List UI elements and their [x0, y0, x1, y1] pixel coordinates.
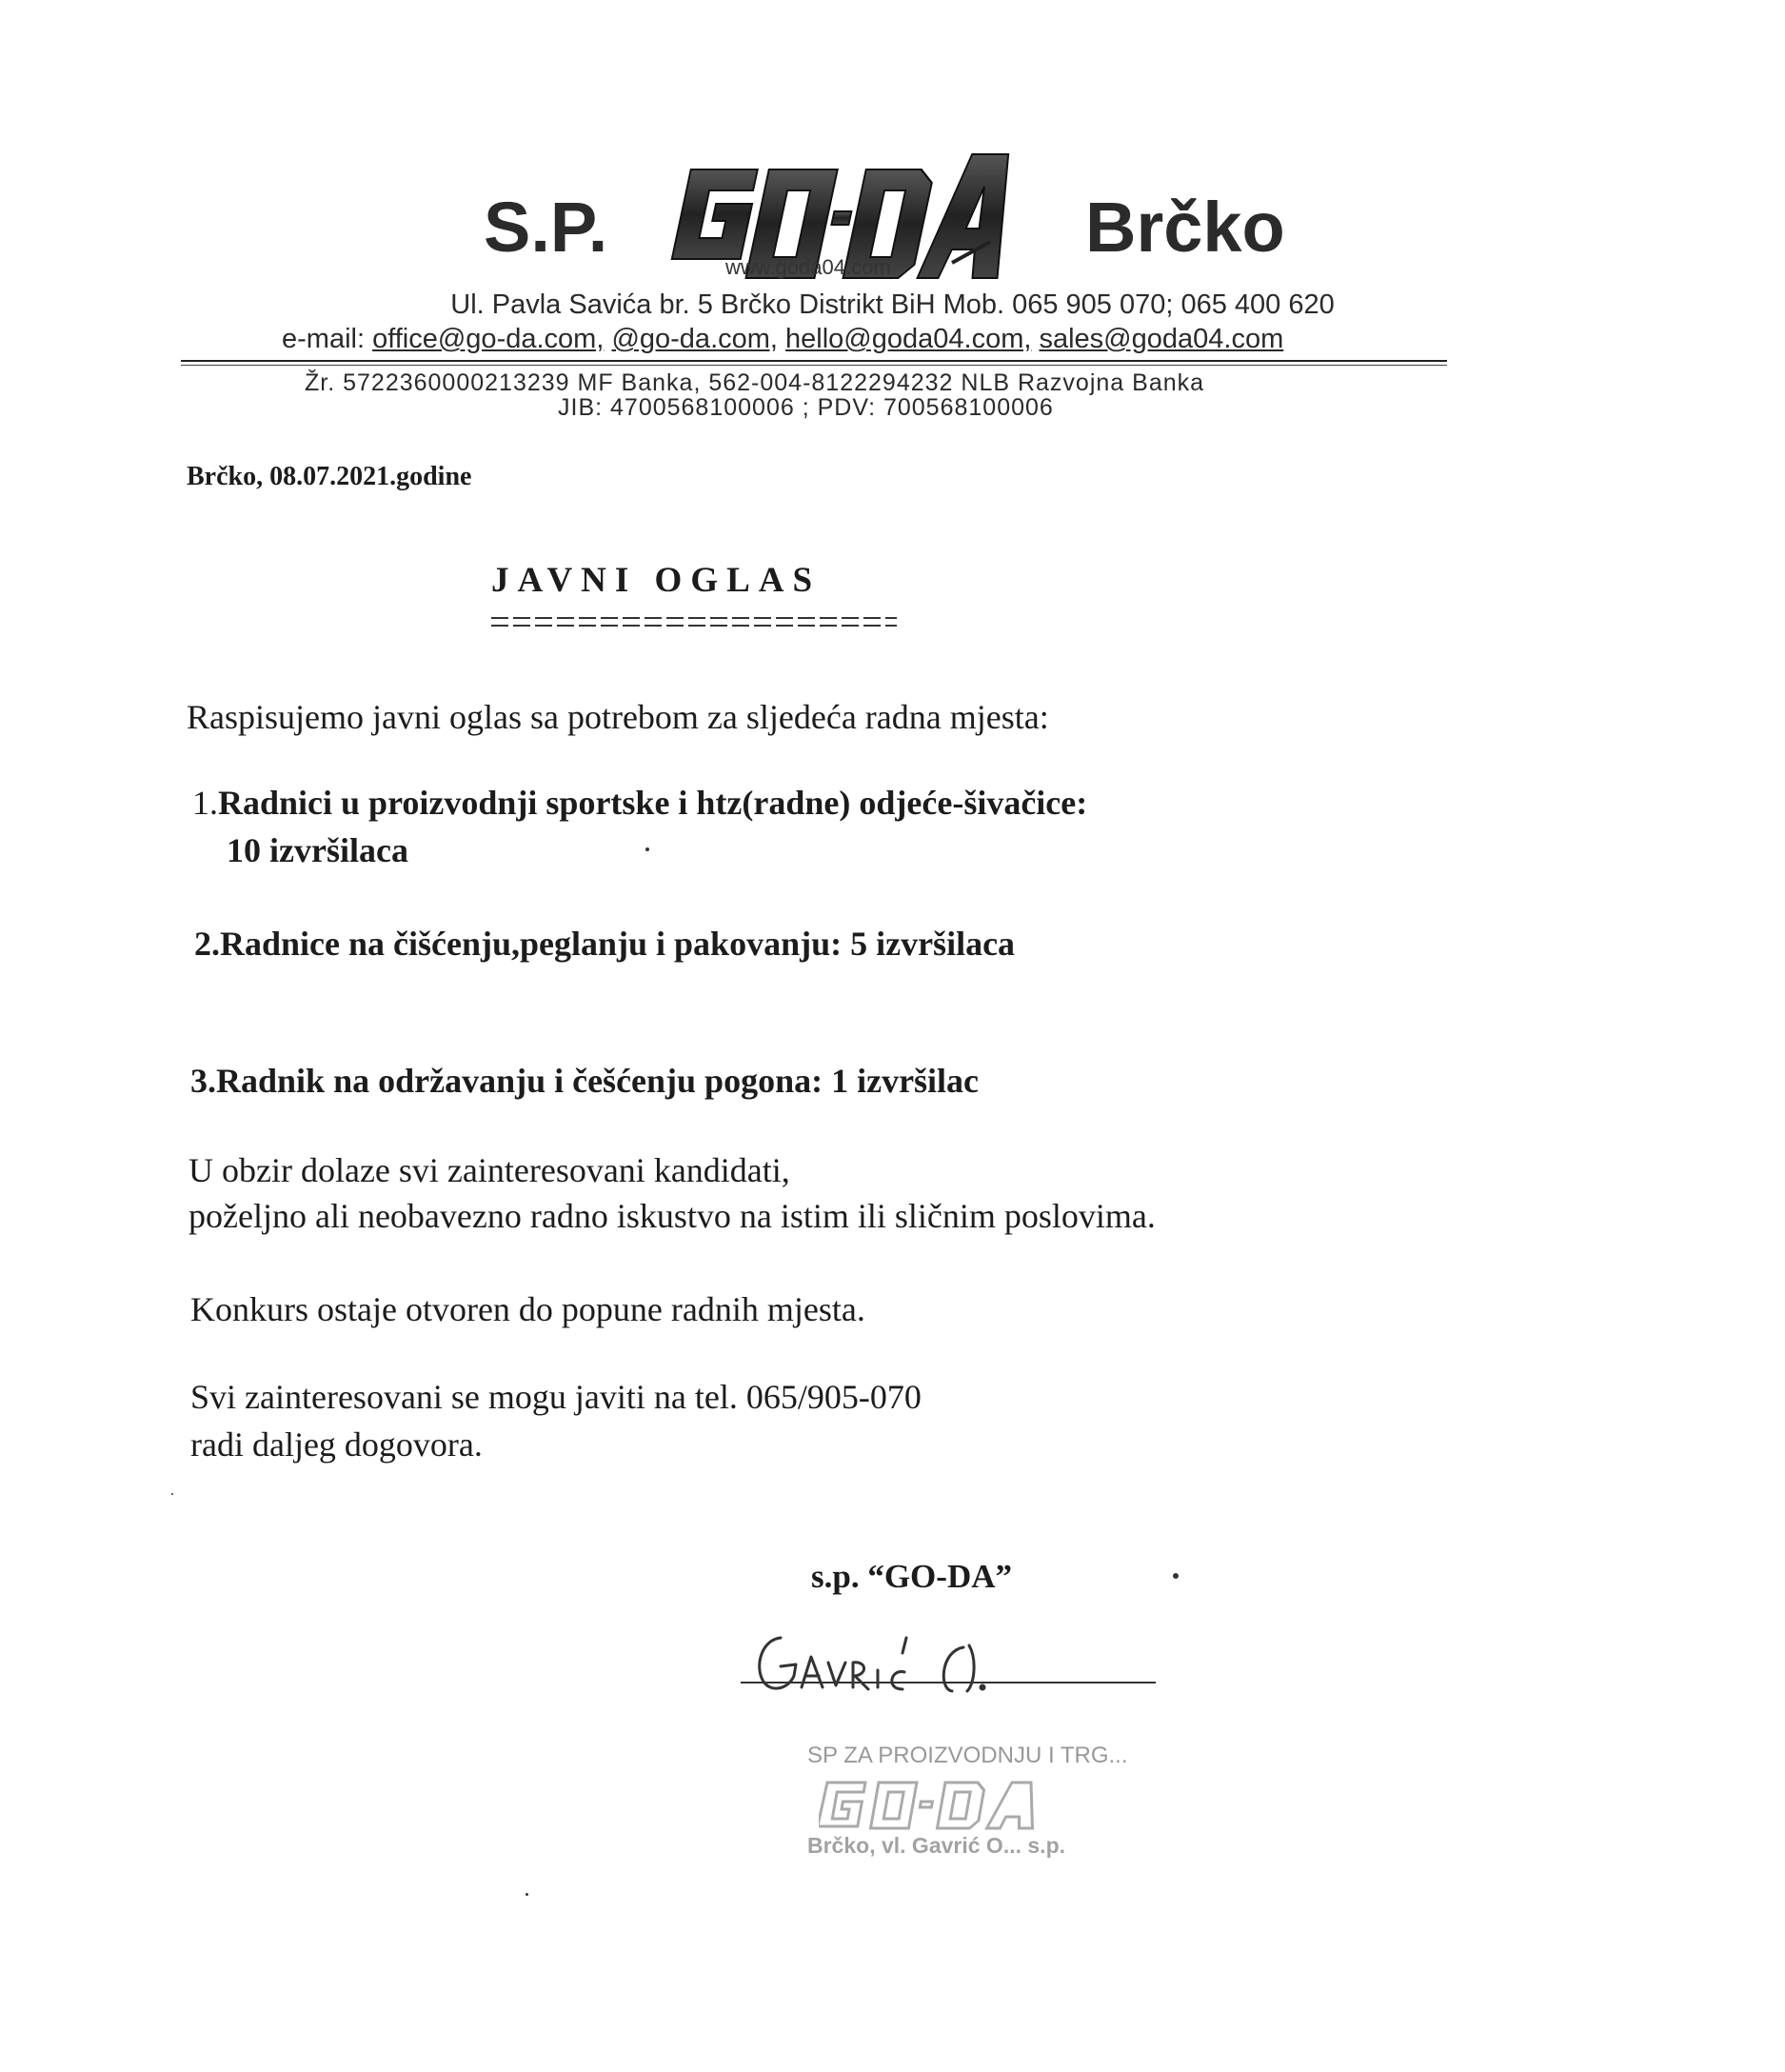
- intro-text: Raspisujemo javni oglas sa potrebom za sljedeća radna mjesta:: [187, 698, 1049, 736]
- stamp-footer: Brčko, vl. Gavrić O... s.p.: [807, 1833, 1066, 1858]
- scan-speck: [171, 1493, 173, 1495]
- job-item-1: [192, 783, 1087, 823]
- company-address: Ul. Pavla Savića br. 5 Brčko Distrikt BiH Mob. 065 905 070; 065 400 620: [450, 289, 1335, 320]
- email-link-hello[interactable]: hello@goda04.com,: [785, 324, 1032, 354]
- tax-ids: JIB: 4700568100006 ; PDV: 700568100006: [558, 394, 1054, 421]
- job-item-1-title: Radnici u proizvodnji sportske i htz(radne) odjeće-šivačice:: [218, 784, 1088, 822]
- letterhead-city: Brčko: [1085, 188, 1285, 267]
- paragraph-contact-cont: radi daljeg dogovora.: [190, 1425, 483, 1464]
- signature-line: [741, 1682, 1156, 1684]
- paragraph-open-until: Konkurs ostaje otvoren do popune radnih mjesta.: [190, 1290, 865, 1328]
- paragraph-experience: poželjno ali neobavezno radno iskustvo na istim ili sličnim poslovima.: [188, 1197, 1156, 1235]
- letterhead-divider: [181, 360, 1447, 362]
- letterhead-prefix: S.P.: [484, 188, 608, 267]
- document-date: Brčko, 08.07.2021.godine: [187, 462, 472, 491]
- email-link-domain[interactable]: @go-da.com,: [611, 324, 778, 354]
- email-link-office[interactable]: office@go-da.com,: [372, 324, 605, 354]
- paragraph-candidates: U obzir dolaze svi zainteresovani kandidati,: [188, 1151, 790, 1189]
- email-label: e-mail:: [282, 324, 366, 354]
- company-signature-name: s.p. “GO-DA”: [811, 1558, 1012, 1595]
- job-item-1-number: 1.: [192, 784, 218, 822]
- title-double-underline: [491, 612, 897, 633]
- letterhead-divider-thin: [181, 365, 1447, 366]
- email-line: [282, 324, 1283, 355]
- stamp-logo: [819, 1777, 1104, 1830]
- job-item-2: 2.Radnice na čišćenju,peglanju i pakovanju: 5 izvršilaca: [194, 925, 1016, 963]
- scan-speck: [645, 847, 649, 851]
- job-item-1-count: 10 izvršilaca: [227, 831, 408, 869]
- scan-speck: [526, 1893, 528, 1896]
- handwritten-signature: [743, 1609, 1161, 1723]
- stamp-header: SP ZA PROIZVODNJU I TRG...: [807, 1743, 1128, 1768]
- email-link-sales[interactable]: sales@goda04.com: [1039, 324, 1284, 354]
- scan-speck: [1173, 1573, 1179, 1579]
- job-item-3: 3.Radnik na održavanju i češćenju pogona: 1 izvršilac: [190, 1062, 980, 1100]
- bank-accounts: Žr. 5722360000213239 MF Banka, 562-004-8122294232 NLB Razvojna Banka: [305, 369, 1205, 396]
- document-title: JAVNI OGLAS: [491, 561, 822, 600]
- paragraph-contact: Svi zainteresovani se mogu javiti na tel. 065/905-070: [190, 1378, 922, 1416]
- website-link[interactable]: www.goda04.com: [725, 255, 891, 279]
